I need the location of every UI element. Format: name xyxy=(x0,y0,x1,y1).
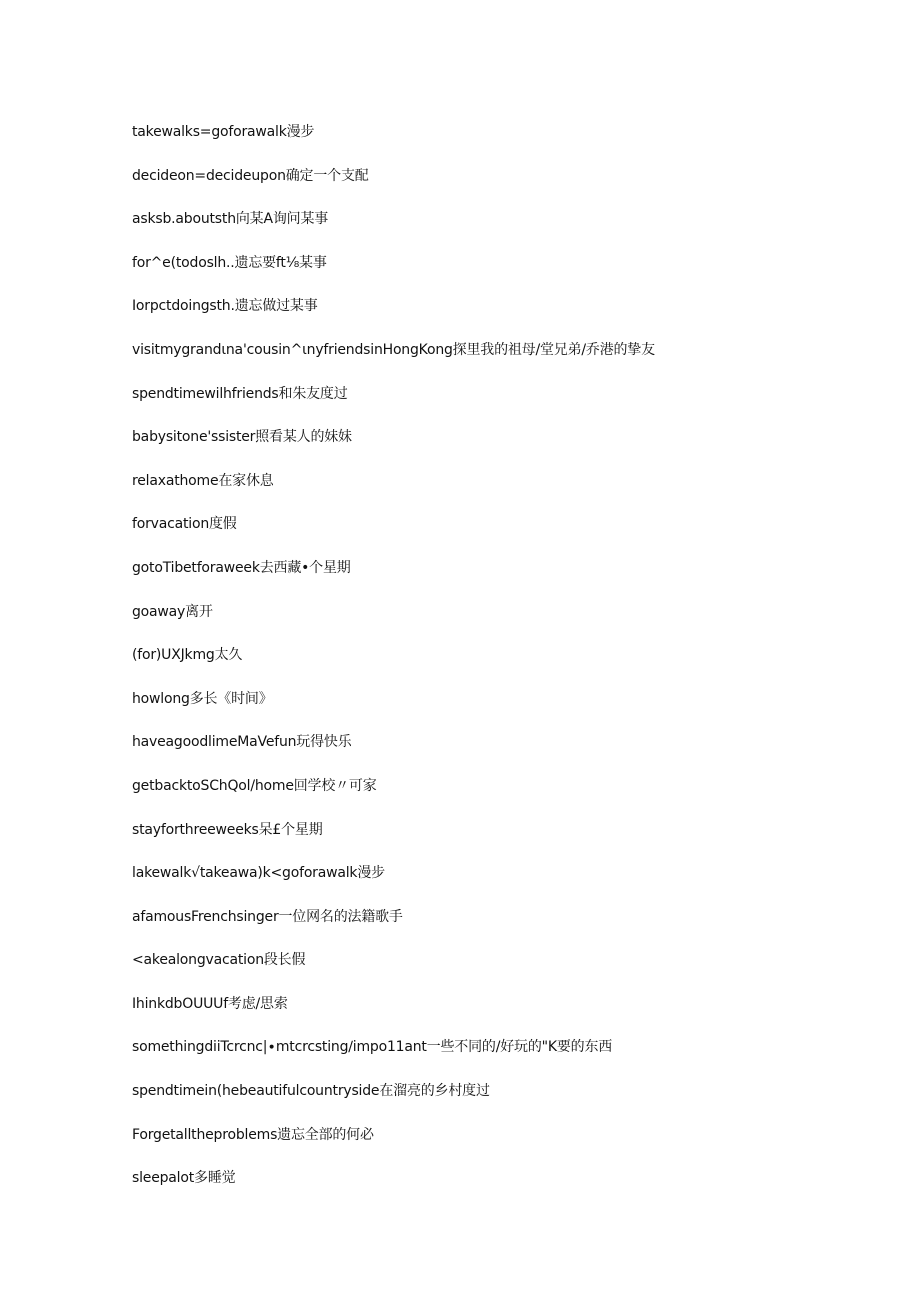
phrase-line: gotoTibetforaweek去西藏•个星期 xyxy=(132,559,351,576)
phrase-line: Iorpctdoingsth.遗忘做过某事 xyxy=(132,298,318,315)
phrase-line: for^e(todoslh..遗忘要ft⅛某事 xyxy=(132,254,327,271)
phrase-line: afamousFrenchsinger一位网名的法籍歌手 xyxy=(132,908,403,925)
phrase-line: howlong多长《时间》 xyxy=(132,690,273,707)
phrase-line: visitmygrandιna'cousin^ιnyfriendsinHongKong探里我的祖母/堂兄弟/乔港的挚友 xyxy=(132,341,655,358)
phrase-line: takewalks=goforawalk漫步 xyxy=(132,124,315,140)
phrase-line: haveagoodlimeMaVefun玩得快乐 xyxy=(132,734,352,751)
phrase-line: decideon=decideupon确定一个支配 xyxy=(132,167,369,184)
phrase-line: (for)UXJkmg太久 xyxy=(132,647,243,664)
phrase-line: sleepalot多睡觉 xyxy=(132,1170,236,1187)
phrase-line: <akealongvacation段长假 xyxy=(132,952,306,969)
phrase-line: spendtimewilhfriends和朱友度过 xyxy=(132,385,348,402)
phrase-list xyxy=(132,120,872,1210)
phrase-line: somethingdiiTcrcnc|∙mtcrcsting∕impo11ant一些不同的/好玩的"K要的东西 xyxy=(132,1039,613,1056)
phrase-line: goaway离开 xyxy=(132,603,213,620)
phrase-line: spendtimein(hebeautifulcountryside在溜亮的乡村度过 xyxy=(132,1083,490,1100)
phrase-line: IhinkdbOUUUf考虑/思索 xyxy=(132,995,288,1012)
phrase-line: lakewalk√takeawa)k<goforawalk漫步 xyxy=(132,865,385,882)
phrase-line: babysitone'ssister照看某人的妹妹 xyxy=(132,429,352,446)
phrase-line: forvacation度假 xyxy=(132,516,237,533)
phrase-line: Forgetalltheproblems遗忘全部的何必 xyxy=(132,1126,374,1143)
phrase-line: asksb.aboutsth向某A询问某事 xyxy=(132,211,329,228)
phrase-line: relaxathome在家休息 xyxy=(132,472,274,489)
phrase-line: getbacktoSChQol/home回学校〃可家 xyxy=(132,777,377,794)
phrase-line: stayforthreeweeks呆£个星期 xyxy=(132,821,323,838)
